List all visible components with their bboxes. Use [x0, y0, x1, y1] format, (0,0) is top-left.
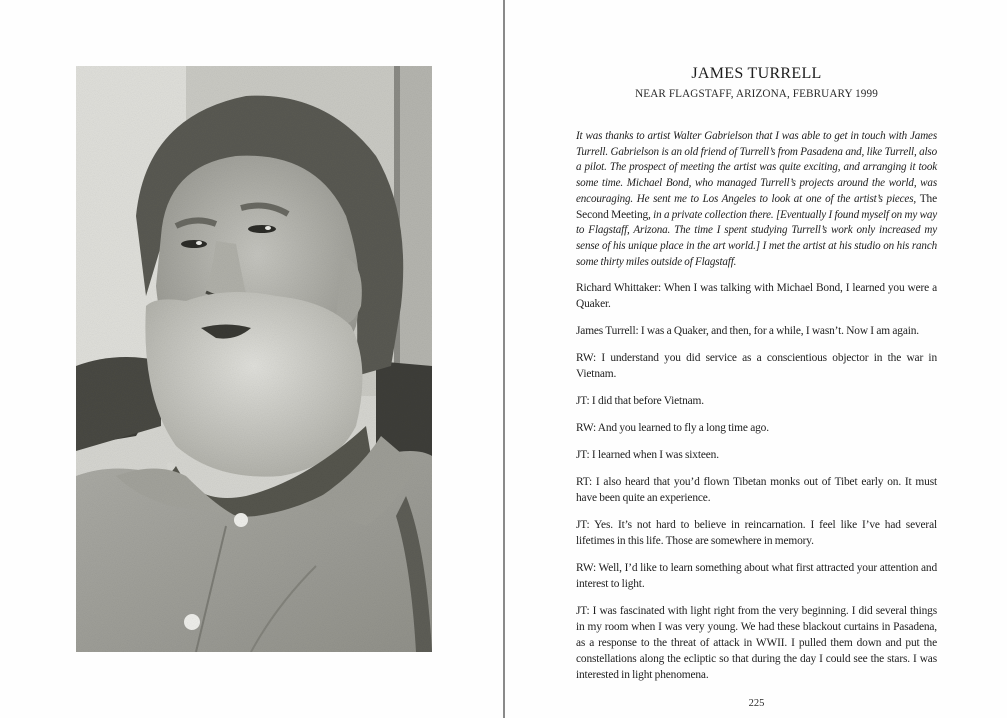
exchange-paragraph: Richard Whittaker: When I was talking with Michael Bond, I learned you were a Quaker.: [576, 282, 937, 311]
intro-text-part1: It was thanks to artist Walter Gabrielson that I was able to get in touch with James Turrell. Gabrielson is an old friend of Turrell’s from Pasadena and, like Turrell, also a pilot. The prospect of meeting the artist was quite exciting, and arranging it took some time. Michael Bond, who managed Turrell’s projects around the world, was encouraging. He sent me to Los Angeles to look at one of the artist’s pieces,: [576, 130, 937, 205]
intro-paragraph: [576, 129, 937, 270]
exchange-paragraph: RW: Well, I’d like to learn something about what first attracted your attention and interest to light.: [576, 562, 937, 591]
interview-title: JAMES TURRELL: [691, 65, 822, 82]
right-page: [505, 0, 1007, 718]
portrait-photo: [76, 66, 432, 652]
exchange-paragraph: JT: I was fascinated with light right from the very beginning. I did several things in my room when I was very young. We had these blackout curtains in Pasadena, as a response to the threat of attack in WWII. I pulled them down and put the constellations along the ecliptic so that during the day I could see the stars. I was interested in light phenomena.: [576, 605, 937, 682]
exchange-paragraph: JT: I learned when I was sixteen.: [576, 449, 719, 462]
interview-subtitle: NEAR FLAGSTAFF, ARIZONA, FEBRUARY 1999: [635, 88, 878, 100]
exchange-paragraph: RW: And you learned to fly a long time ago.: [576, 422, 769, 435]
left-page: [0, 0, 503, 718]
intro-text-part2: in a private collection there. [Eventually I found myself on my way to Flagstaff, Arizona. The time I spent studying Turrell’s work only increased my sense of his unique place in the art world.] I met the artist at his studio on his ranch some thirty miles outside of Flagstaff.: [576, 208, 937, 268]
page-number: 225: [748, 698, 765, 710]
exchange-paragraph: JT: Yes. It’s not hard to believe in reincarnation. I feel like I’ve had several lifetimes in this life. Those are somewhere in memory.: [576, 519, 937, 548]
exchange-paragraph: RW: I understand you did service as a conscientious objector in the war in Vietnam.: [576, 352, 937, 381]
portrait-photo-image: [76, 66, 432, 652]
artwork-title: The Second Meeting,: [576, 192, 937, 221]
exchange-paragraph: JT: I did that before Vietnam.: [576, 395, 704, 408]
interview-text: [576, 129, 937, 683]
exchange-paragraph: James Turrell: I was a Quaker, and then, for a while, I wasn’t. Now I am again.: [576, 325, 919, 338]
exchange-paragraph: RT: I also heard that you’d flown Tibetan monks out of Tibet early on. It must have been quite an experience.: [576, 476, 937, 505]
